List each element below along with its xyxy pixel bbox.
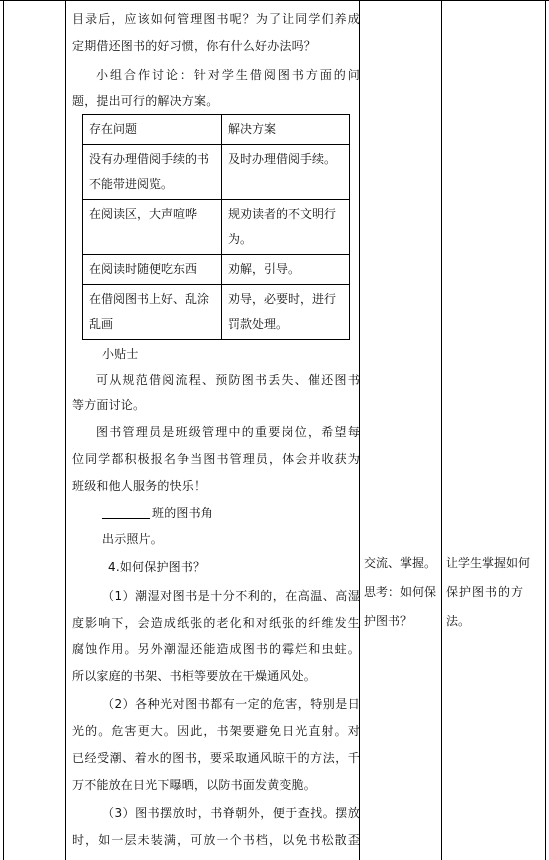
column-border-right [545,0,546,860]
column-border-3 [441,0,442,860]
solution-cell: 及时办理借阅手续。 [222,145,350,200]
problem-cell: 在阅读区，大声喧哗 [83,200,222,255]
solution-cell: 规劝读者的不文明行为。 [222,200,350,255]
design-intent-line: 保护图书的方 [446,585,525,599]
table-row [83,145,350,200]
paragraph-3-line: （3）图书摆放时，书脊朝外，便于查找。摆放 [102,806,360,820]
paragraph-2-line: 万不能放在日光下曝晒，以防书面发黄变脆。 [72,778,317,792]
question-4: 4.如何保护图书？ [108,560,206,574]
paragraph-1-line: 腐蚀作用。另外潮湿还能造成图书的霉烂和虫蛀。 [72,642,360,656]
paragraph-1-line: 所以家庭的书架、书柜等要放在干燥通风处。 [72,669,317,683]
show-photo: 出示照片。 [102,532,164,546]
librarian-line: 图书管理员是班级管理中的重要岗位，希望每 [96,425,360,439]
design-intent-column [446,549,542,636]
column-border-left [3,0,4,860]
librarian-line: 班级和他人服务的快乐！ [72,479,207,493]
paragraph-2-line: （2）各种光对图书都有一定的危害，特别是日 [102,697,360,711]
header-solution: 解决方案 [222,115,350,145]
student-activity-line: 思考：如何保 [364,585,437,599]
problem-cell: 在借阅图书上好、乱涂乱画 [83,285,222,340]
paragraph-1-line: 度影响下，会造成纸张的老化和对纸张的纤维发生 [72,616,360,630]
paragraph-2-line: 已经受潮、着水的图书，要采取通风晾干的方法，千 [72,751,360,765]
header-problem: 存在问题 [83,115,222,145]
intro-line: 目录后，应该如何管理图书呢？为了让同学们养成 [72,12,360,26]
design-intent-line: 让学生掌握如何 [446,556,531,570]
book-corner-label: 班的图书角 [152,506,214,520]
problem-solution-table [82,114,350,340]
paragraph-1-line: （1）潮湿对图书是十分不利的，在高温、高湿 [102,589,360,603]
table-header-row [83,115,350,145]
design-intent-line: 法。 [446,614,471,628]
librarian-line: 位同学都积极报名争当图书管理员，体会并收获为 [72,452,360,466]
solution-cell: 劝导，必要时，进行罚款处理。 [222,285,350,340]
fill-blank [102,503,150,519]
intro-line: 定期借还图书的好习惯，你有什么好办法吗？ [72,39,317,53]
discussion-line: 小组合作讨论：针对学生借阅图书方面的问 [96,68,360,82]
student-activity-line: 护图书？ [364,614,413,628]
discussion-line: 题，提出可行的解决方案。 [72,94,219,108]
book-corner-line [72,501,360,526]
student-activity-column [364,549,436,636]
table-row [83,255,350,285]
solution-cell: 劝解，引导。 [222,255,350,285]
table-row [83,285,350,340]
column-border-1 [65,0,66,860]
paragraph-3-line: 时，如一层未装满，可放一个书档，以免书松散歪 [72,833,360,847]
table-row [83,200,350,255]
paragraph-2-line: 光的。危害更大。因此，书架要避免日光直射。对 [72,724,360,738]
problem-cell: 在阅读时随便吃东西 [83,255,222,285]
problem-cell: 没有办理借阅手续的书不能带进阅览。 [83,145,222,200]
tip-line: 可从规范借阅流程、预防图书丢失、催还图书 [96,373,360,387]
tip-title: 小贴士 [102,347,139,361]
table-top-border [0,0,549,1]
tip-line: 等方面讨论。 [72,398,146,412]
student-activity-line: 交流、掌握。 [364,556,437,570]
